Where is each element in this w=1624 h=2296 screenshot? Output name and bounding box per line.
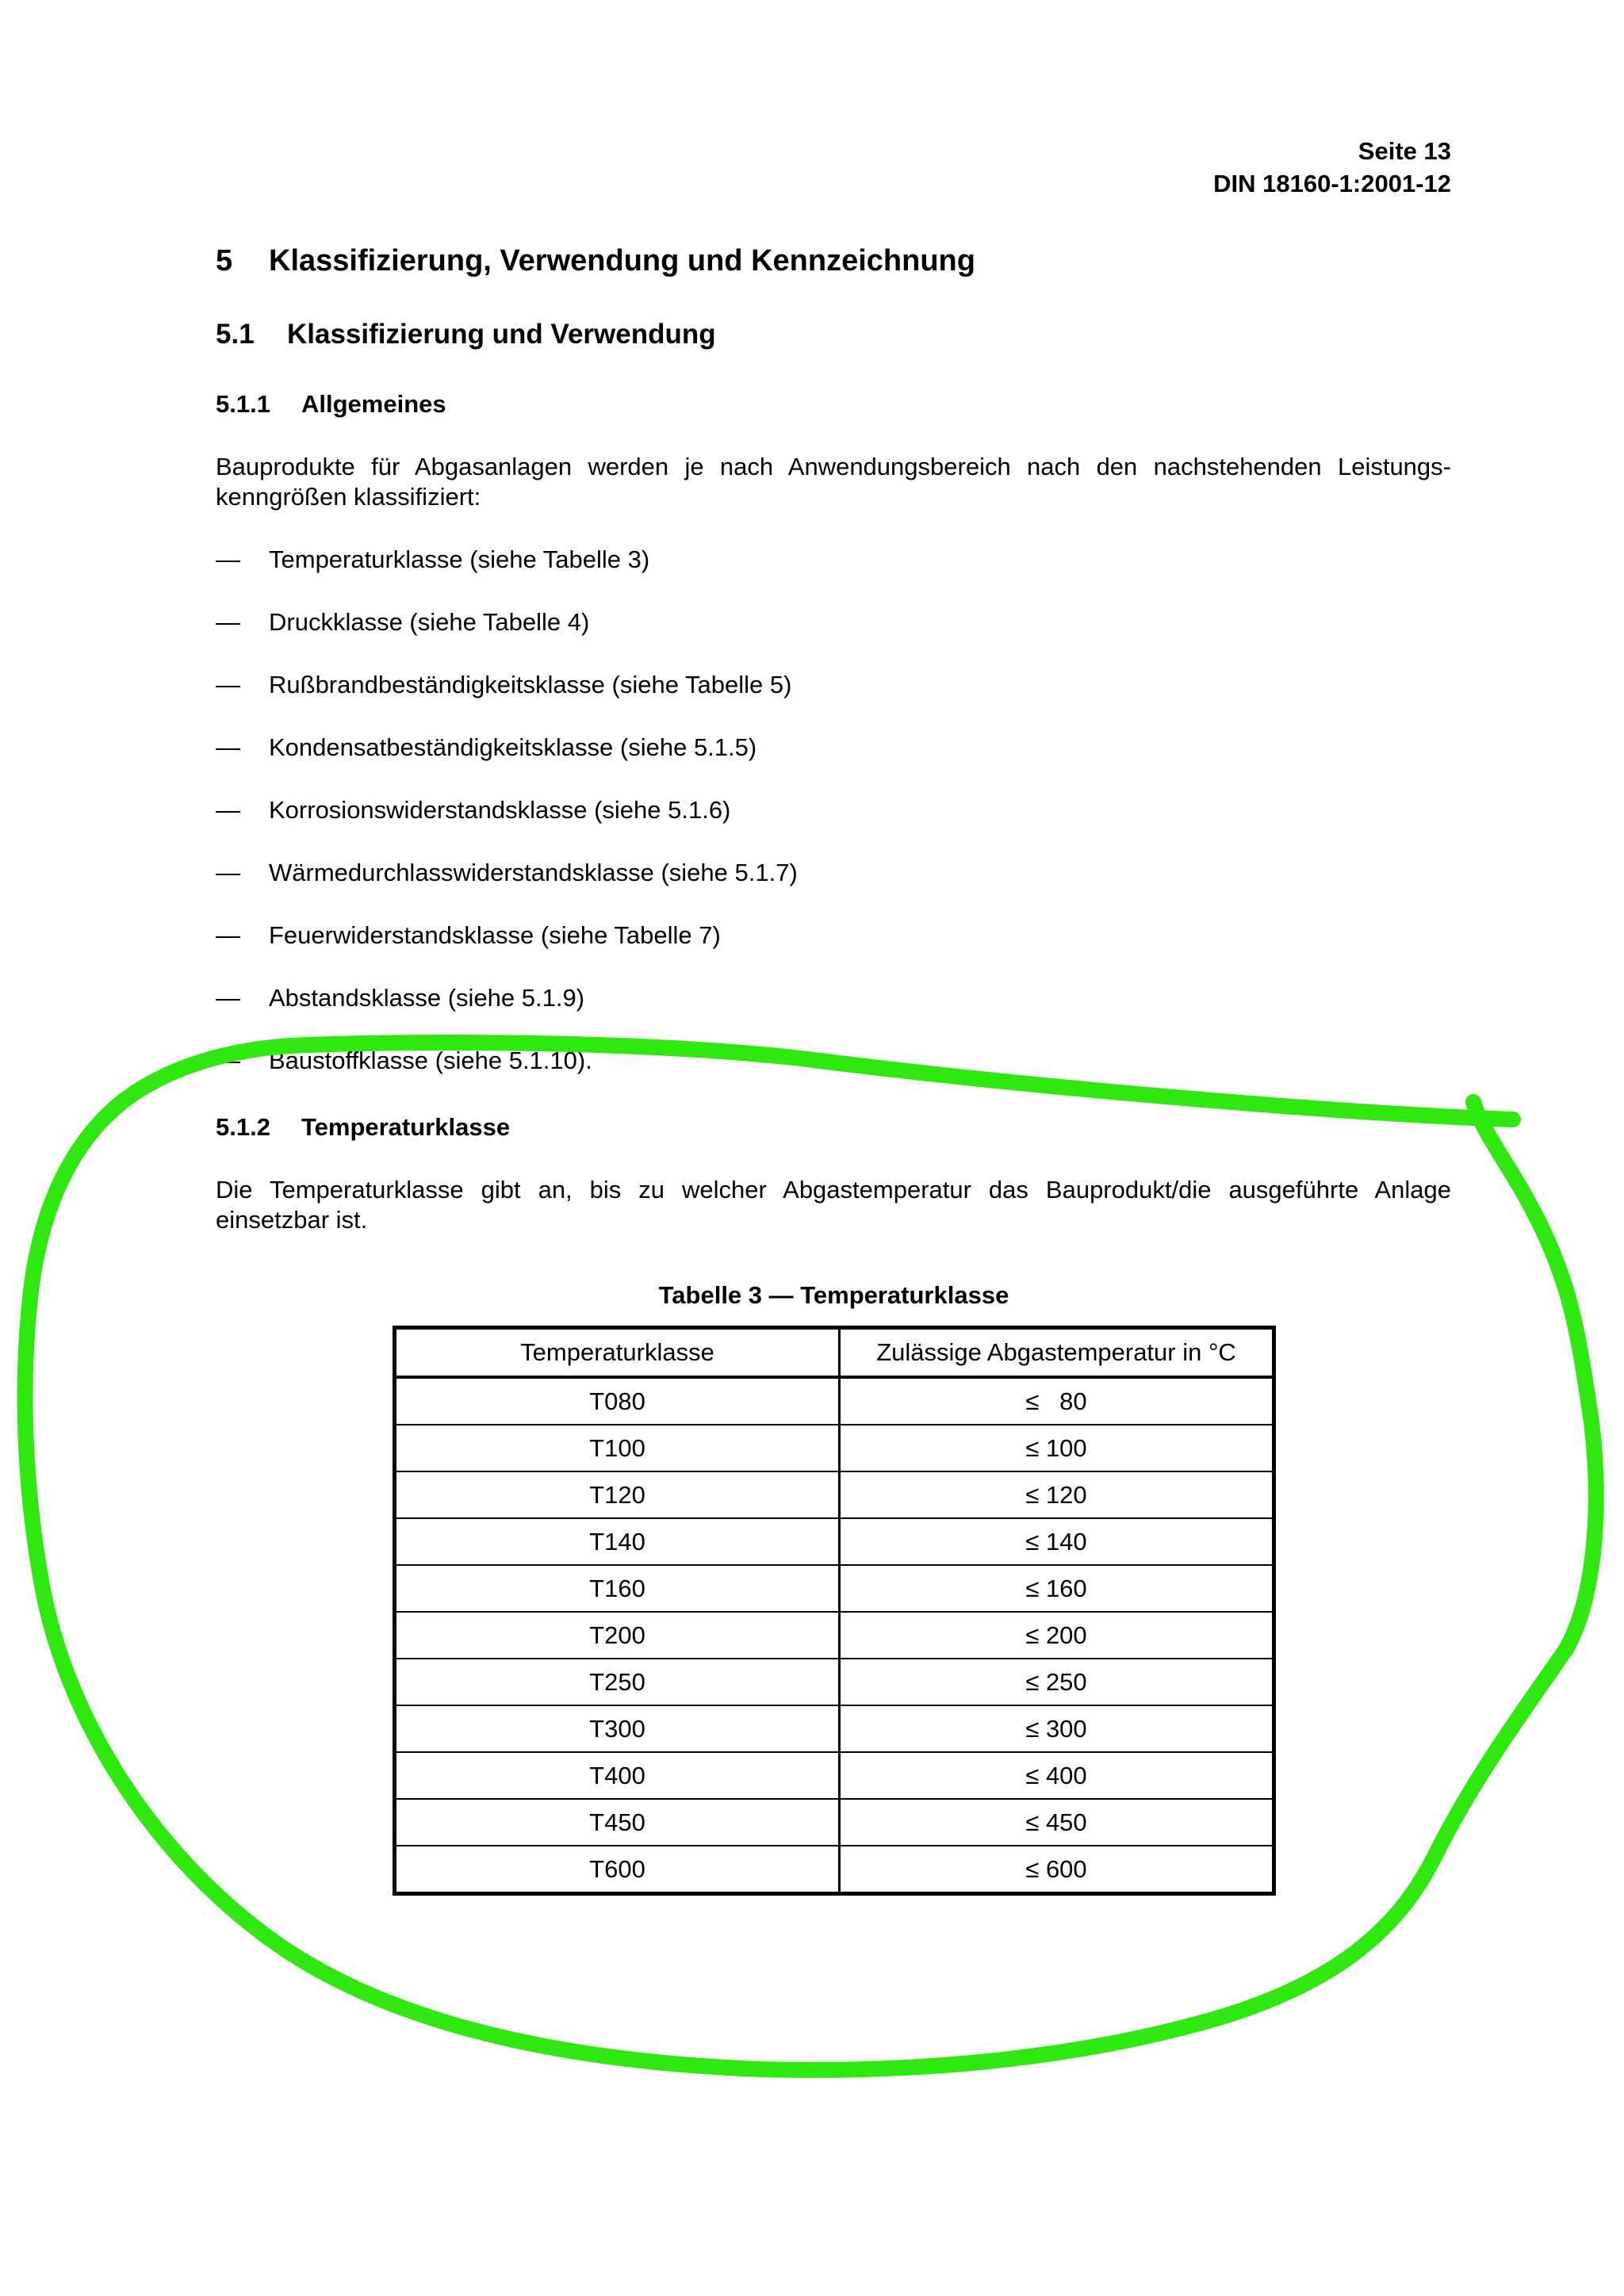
class-cell: T120: [395, 1471, 840, 1518]
table-row: [395, 1425, 1274, 1471]
dash-bullet: —: [216, 733, 240, 761]
list-item-text: Baustoffklasse (siehe 5.1.10).: [269, 1047, 592, 1074]
temperature-cell: ≤ 140: [840, 1518, 1274, 1565]
section-title: Klassifizierung, Verwendung und Kennzeichnung: [269, 244, 975, 277]
table-row: [395, 1518, 1274, 1565]
list-item-text: Kondensatbeständigkeitsklasse (siehe 5.1.5): [269, 733, 757, 761]
temperature-cell: ≤ 80: [840, 1377, 1274, 1425]
table-row: [395, 1705, 1274, 1752]
temperature-cell: ≤ 120: [840, 1471, 1274, 1518]
dash-bullet: —: [216, 921, 240, 949]
temperaturklasse-paragraph: Die Temperaturklasse gibt an, bis zu welcher Abgastemperatur das Bauprodukt/die ausgeführte Anlage einsetzbar ist.: [216, 1176, 1451, 1234]
list-item: [216, 982, 798, 1045]
dash-bullet: —: [216, 608, 240, 636]
list-item-text: Feuerwiderstandsklasse (siehe Tabelle 7): [269, 921, 721, 949]
list-item: [216, 794, 798, 857]
table-row: [395, 1659, 1274, 1705]
dash-bullet: —: [216, 671, 240, 698]
temperature-cell: ≤ 450: [840, 1799, 1274, 1846]
subsection-title: Klassifizierung und Verwendung: [287, 319, 716, 350]
column-header-class: Temperaturklasse: [395, 1328, 840, 1378]
dash-bullet: —: [216, 1047, 240, 1074]
table-row: [395, 1799, 1274, 1846]
dash-bullet: —: [216, 796, 240, 824]
list-item: [216, 669, 798, 732]
dash-bullet: —: [216, 859, 240, 886]
temperature-cell: ≤ 400: [840, 1752, 1274, 1799]
class-cell: T450: [395, 1799, 840, 1846]
dash-bullet: —: [216, 545, 240, 573]
list-item: [216, 607, 798, 669]
class-cell: T600: [395, 1846, 840, 1894]
column-header-temperature: Zulässige Abgastemperatur in °C: [840, 1328, 1274, 1378]
table-row: [395, 1612, 1274, 1659]
class-cell: T100: [395, 1425, 840, 1471]
list-item: [216, 544, 798, 607]
temperature-cell: ≤ 300: [840, 1705, 1274, 1752]
classification-list: [216, 544, 798, 1108]
temperaturklasse-heading: [216, 1113, 510, 1142]
temperaturklasse-number: 5.1.2: [216, 1113, 270, 1141]
section-number: 5: [216, 244, 233, 277]
allgemeines-heading: [216, 390, 446, 419]
table-caption: Tabelle 3 — Temperaturklasse: [658, 1281, 1009, 1309]
temperature-cell: ≤ 250: [840, 1659, 1274, 1705]
page-header: [1213, 135, 1451, 200]
allgemeines-title: Allgemeines: [301, 390, 446, 418]
temperature-class-table: [393, 1326, 1276, 1896]
class-cell: T080: [395, 1377, 840, 1425]
standard-id: DIN 18160-1:2001-12: [1213, 170, 1451, 197]
list-item: [216, 1045, 798, 1108]
list-item-text: Temperaturklasse (siehe Tabelle 3): [269, 545, 650, 573]
temperature-cell: ≤ 100: [840, 1425, 1274, 1471]
temperature-cell: ≤ 600: [840, 1846, 1274, 1894]
table-row: [395, 1752, 1274, 1799]
list-item-text: Druckklasse (siehe Tabelle 4): [269, 608, 590, 636]
class-cell: T200: [395, 1612, 840, 1659]
list-item-text: Korrosionswiderstandsklasse (siehe 5.1.6): [269, 796, 731, 824]
list-item: [216, 857, 798, 920]
table-row: [395, 1471, 1274, 1518]
class-cell: T250: [395, 1659, 840, 1705]
list-item-text: Rußbrandbeständigkeitsklasse (siehe Tabelle 5): [269, 671, 792, 698]
list-item-text: Wärmedurchlasswiderstandsklasse (siehe 5.1.7): [269, 859, 798, 886]
temperature-cell: ≤ 160: [840, 1565, 1274, 1612]
list-item-text: Abstandsklasse (siehe 5.1.9): [269, 984, 585, 1012]
subsection-heading: [216, 319, 716, 350]
subsection-number: 5.1: [216, 319, 255, 350]
section-heading: [216, 244, 975, 278]
dash-bullet: —: [216, 984, 240, 1012]
class-cell: T400: [395, 1752, 840, 1799]
table-row: [395, 1846, 1274, 1894]
list-item: [216, 920, 798, 982]
allgemeines-number: 5.1.1: [216, 390, 270, 418]
class-cell: T160: [395, 1565, 840, 1612]
intro-paragraph: Bauprodukte für Abgasanlagen werden je nach Anwendungsbereich nach den nachstehenden Leistungs-kenngrößen klassifiziert:: [216, 453, 1451, 511]
page-number: Seite 13: [1358, 137, 1451, 165]
table-row: [395, 1377, 1274, 1425]
class-cell: T140: [395, 1518, 840, 1565]
table-header-row: [395, 1328, 1274, 1378]
list-item: [216, 732, 798, 794]
class-cell: T300: [395, 1705, 840, 1752]
temperaturklasse-title: Temperaturklasse: [301, 1113, 511, 1141]
table-row: [395, 1565, 1274, 1612]
temperature-cell: ≤ 200: [840, 1612, 1274, 1659]
